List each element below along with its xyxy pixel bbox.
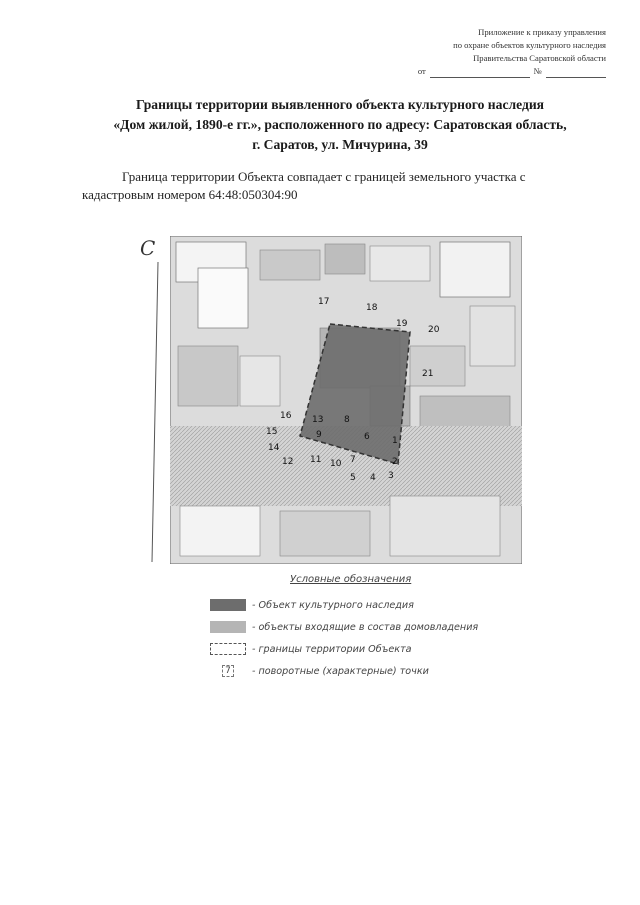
- north-label: С: [140, 236, 156, 260]
- turning-point-7: 7: [350, 455, 356, 465]
- turning-point-2: 2: [392, 457, 398, 467]
- turning-point-20: 20: [428, 325, 440, 335]
- number-blank: [546, 67, 606, 78]
- legend-item-object: [210, 595, 530, 615]
- title-line-2: «Дом жилой, 1890-е гг.», расположенного по адресу: Саратовская область,: [113, 117, 567, 132]
- cadastral-map: [170, 236, 522, 564]
- header-line-1: Приложение к приказу управления: [478, 27, 606, 37]
- turning-point-3: 3: [388, 471, 394, 481]
- turning-point-15: 15: [266, 427, 278, 437]
- legend-title: Условные обозначения: [290, 574, 412, 585]
- legend-swatch-points: [210, 665, 246, 677]
- number-label: №: [533, 66, 542, 76]
- header-line-2: по охране объектов культурного наследия: [453, 40, 606, 50]
- turning-point-4: 4: [370, 473, 376, 483]
- legend-swatch-estate: [210, 621, 246, 633]
- document-title: [70, 95, 610, 155]
- turning-point-12: 12: [282, 457, 294, 467]
- turning-point-11: 11: [310, 455, 322, 465]
- turning-point-19: 19: [396, 319, 408, 329]
- legend-swatch-object: [210, 599, 246, 611]
- legend-label-estate: - объекты входящие в состав домовладения: [252, 621, 479, 633]
- legend-label-points: - поворотные (характерные) точки: [252, 665, 429, 677]
- legend-item-boundary: [210, 639, 530, 659]
- from-label: от: [417, 66, 426, 76]
- turning-point-18: 18: [366, 303, 378, 313]
- turning-point-10: 10: [330, 459, 342, 469]
- turning-point-13: 13: [312, 415, 324, 425]
- north-arrow-line: [150, 262, 160, 562]
- title-line-3: г. Саратов, ул. Мичурина, 39: [252, 137, 428, 152]
- turning-point-1: 1: [392, 436, 398, 446]
- legend-label-boundary: - границы территории Объекта: [252, 643, 412, 655]
- header-line-3: Правительства Саратовской области: [473, 53, 606, 63]
- description-line-2: кадастровым номером 64:48:050304:90: [82, 187, 298, 202]
- legend-swatch-boundary: [210, 643, 246, 655]
- order-annex-header: [346, 26, 606, 78]
- date-number-line: [346, 65, 606, 78]
- turning-point-21: 21: [422, 369, 434, 379]
- turning-point-5: 5: [350, 473, 356, 483]
- boundary-description: [82, 168, 602, 204]
- description-line-1: Граница территории Объекта совпадает с границей земельного участка с: [122, 169, 526, 184]
- turning-point-9: 9: [316, 430, 322, 440]
- turning-point-8: 8: [344, 415, 350, 425]
- map-legend: [210, 574, 530, 683]
- legend-item-points: [210, 661, 530, 681]
- title-line-1: Границы территории выявленного объекта культурного наследия: [135, 97, 545, 112]
- legend-item-estate: [210, 617, 530, 637]
- date-blank: [430, 67, 530, 78]
- turning-point-17: 17: [318, 297, 330, 307]
- legend-label-object: - Объект культурного наследия: [252, 599, 414, 611]
- legend-point-marker: 7: [222, 665, 234, 677]
- turning-point-16: 16: [280, 411, 292, 421]
- turning-point-6: 6: [364, 432, 370, 442]
- turning-point-14: 14: [268, 443, 280, 453]
